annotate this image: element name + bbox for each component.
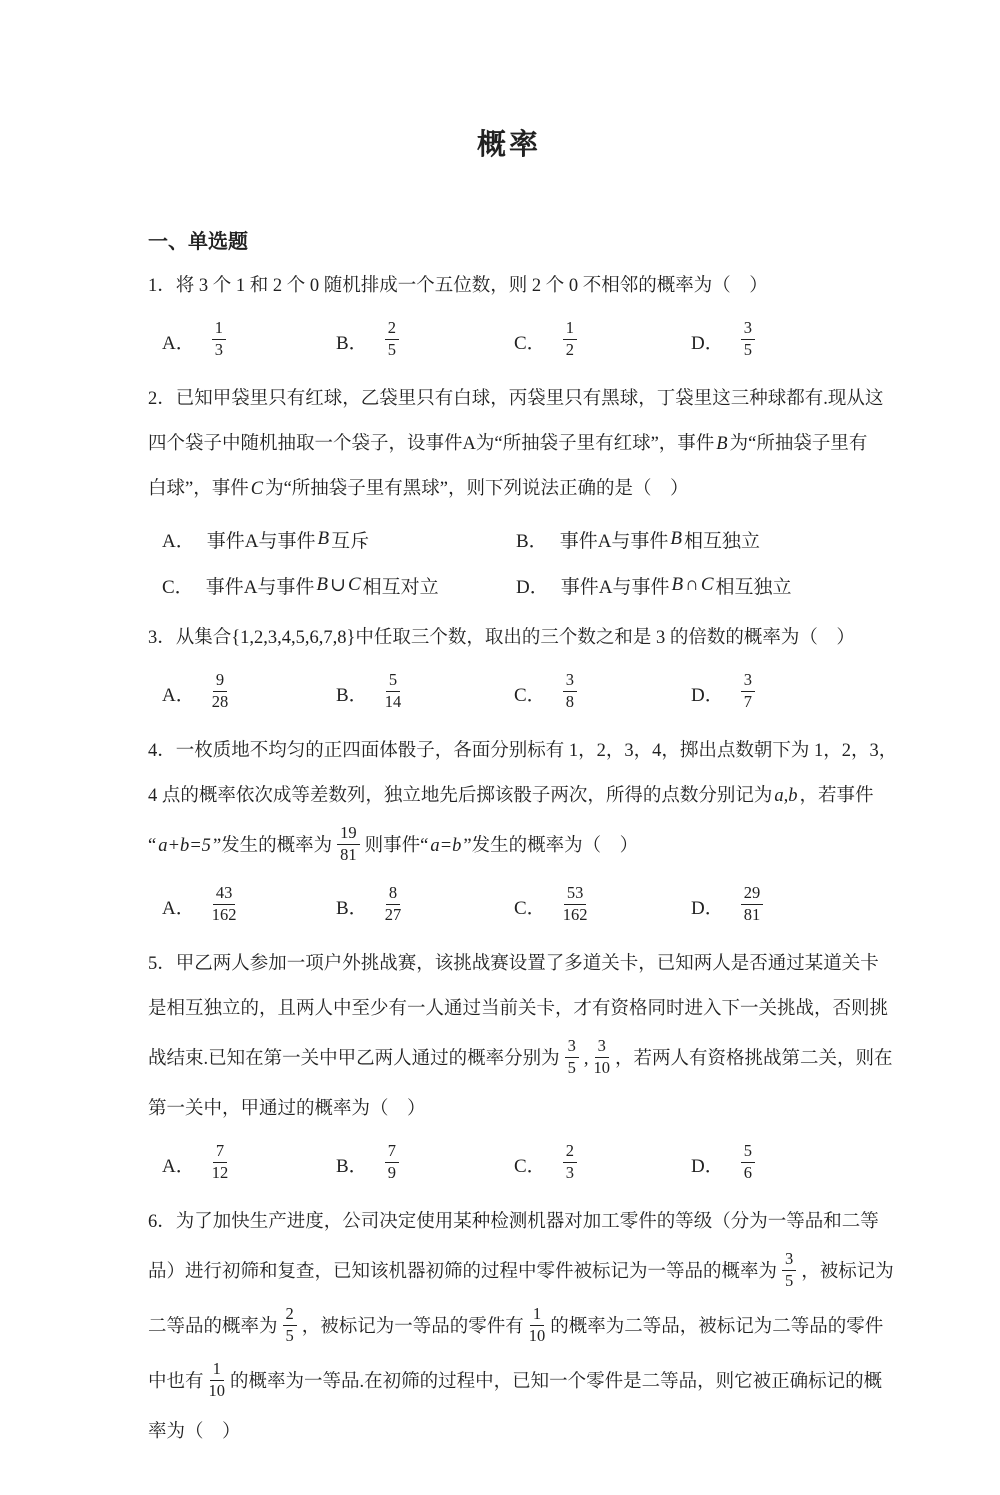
question-line xyxy=(148,774,874,819)
fraction xyxy=(337,824,360,865)
fraction xyxy=(385,671,402,712)
fraction-numerator: 3 xyxy=(563,671,577,692)
fraction xyxy=(212,671,229,712)
text-run: 是相互独立的，且两人中至少有一人通过当前关卡，才有资格同时进入下一关挑战，否则挑 xyxy=(148,999,889,1019)
fraction-numerator: 2 xyxy=(385,319,399,340)
fraction-denominator: 9 xyxy=(387,1162,396,1182)
fraction-denominator: 5 xyxy=(387,339,396,359)
fraction xyxy=(741,319,755,360)
option xyxy=(691,667,870,719)
question-block xyxy=(148,1200,894,1455)
option xyxy=(336,880,514,932)
fraction-denominator: 5 xyxy=(567,1058,576,1078)
question-line xyxy=(148,729,898,774)
question-block xyxy=(148,729,898,932)
fraction-numerator: 2 xyxy=(283,1305,297,1326)
option xyxy=(162,524,516,554)
question-line xyxy=(148,1355,883,1410)
fraction-numerator: 9 xyxy=(213,671,227,692)
options-row xyxy=(148,667,870,719)
fraction-denominator: 6 xyxy=(743,1162,752,1182)
fraction xyxy=(209,1360,226,1401)
question-line xyxy=(148,1087,870,1132)
text-run: 1．将 3 个 1 和 2 个 0 随机排成一个五位数，则 2 个 0 不相邻的概率为（ ） xyxy=(148,276,768,296)
fraction-denominator: 3 xyxy=(214,339,223,359)
fraction xyxy=(529,1305,546,1346)
fraction-numerator: 1 xyxy=(210,1360,224,1381)
options-row xyxy=(148,1138,870,1190)
fraction-denominator: 10 xyxy=(593,1058,611,1078)
option-label: D． xyxy=(691,897,724,919)
fraction-numerator: 5 xyxy=(386,671,400,692)
math-run: B xyxy=(716,434,728,454)
fraction-numerator: 7 xyxy=(385,1142,399,1163)
fraction-numerator: 3 xyxy=(565,1037,579,1058)
option-label: D． xyxy=(691,1155,724,1177)
option xyxy=(336,667,514,719)
option-label: B． xyxy=(336,332,368,354)
fraction-numerator: 53 xyxy=(564,884,587,905)
fraction xyxy=(563,319,577,360)
math-run: a,b xyxy=(774,786,798,806)
text-run: 事件A与事件 xyxy=(205,576,315,598)
question-line xyxy=(148,1245,894,1300)
text-run: 事件A与事件 xyxy=(559,530,669,552)
option xyxy=(514,315,691,367)
option xyxy=(514,880,691,932)
math-run: B xyxy=(316,574,329,595)
fraction xyxy=(563,884,588,925)
fraction xyxy=(385,1142,399,1183)
fraction xyxy=(563,671,577,712)
options-row xyxy=(148,315,870,367)
option xyxy=(162,315,336,367)
fraction xyxy=(283,1305,297,1346)
text-run: {1,2,3,4,5,6,7,8} xyxy=(231,628,356,648)
fraction-numerator: 1 xyxy=(563,319,577,340)
option-label: D． xyxy=(691,332,724,354)
text-run: “ xyxy=(148,836,157,856)
option-label: D． xyxy=(516,576,549,598)
option xyxy=(691,880,870,932)
fraction xyxy=(782,1250,796,1291)
fraction-denominator: 8 xyxy=(565,691,574,711)
option xyxy=(162,667,336,719)
question-line xyxy=(148,987,889,1032)
question-line xyxy=(148,467,870,512)
text-run: 相互对立 xyxy=(362,576,439,598)
fraction xyxy=(212,1142,229,1183)
fraction-denominator: 10 xyxy=(208,1381,226,1401)
option-label: B． xyxy=(336,1155,368,1177)
fraction-denominator: 5 xyxy=(785,1271,794,1291)
math-run: B xyxy=(671,574,684,595)
fraction xyxy=(741,1142,755,1183)
question-line xyxy=(148,942,879,987)
fraction-denominator: 3 xyxy=(565,1162,574,1182)
option xyxy=(516,570,870,600)
question-block xyxy=(148,616,870,719)
fraction xyxy=(212,319,226,360)
fraction-numerator: 3 xyxy=(741,671,755,692)
option xyxy=(691,315,870,367)
fraction xyxy=(385,319,399,360)
option xyxy=(516,524,870,554)
option-label: A． xyxy=(162,684,195,706)
option xyxy=(691,1138,870,1190)
option xyxy=(336,315,514,367)
fraction-numerator: 43 xyxy=(213,884,236,905)
questions xyxy=(148,264,898,1455)
fraction-denominator: 14 xyxy=(384,691,402,711)
text-run: 3．从集合 xyxy=(148,628,232,648)
fraction xyxy=(563,1142,577,1183)
option xyxy=(162,570,516,600)
text-run: 互斥 xyxy=(331,530,370,552)
text-run: 二等品的概率为 xyxy=(148,1317,278,1337)
question-line xyxy=(148,1200,879,1245)
text-run: 相互独立 xyxy=(715,576,792,598)
fraction-numerator: 3 xyxy=(782,1250,796,1271)
fraction-denominator: 10 xyxy=(528,1326,546,1346)
text-run: 事件A与事件 xyxy=(560,576,670,598)
fraction-denominator: 2 xyxy=(565,339,574,359)
option-label: B． xyxy=(336,897,368,919)
text-run: 事件A与事件 xyxy=(206,530,316,552)
text-run: ，被标记为 xyxy=(801,1262,894,1282)
question-block xyxy=(148,942,893,1190)
option-label: A． xyxy=(162,530,195,552)
fraction xyxy=(594,1037,611,1078)
question-line xyxy=(148,1032,893,1087)
text-run: 2．已知甲袋里只有红球，乙袋里只有白球，丙袋里只有黑球，丁袋里这三种球都有.现从这 xyxy=(148,389,884,409)
option xyxy=(514,1138,691,1190)
text-run: 4 点的概率依次成等差数列，独立地先后掷该骰子两次，所得的点数分别记为 xyxy=(148,786,773,806)
option-label: C． xyxy=(514,1155,546,1177)
option-label: A． xyxy=(162,897,195,919)
math-run: B xyxy=(670,528,683,549)
text-run: 相互独立 xyxy=(684,530,761,552)
text-run: 5．甲乙两人参加一项户外挑战赛，该挑战赛设置了多道关卡，已知两人是否通过某道关卡 xyxy=(148,954,879,974)
text-run: 中任取三个数，取出的三个数之和是 3 的倍数的概率为（ ） xyxy=(355,628,855,648)
text-run: ，若两人有资格挑战第二关，则在 xyxy=(615,1049,893,1069)
text-run: 第一关中，甲通过的概率为（ ） xyxy=(148,1099,426,1119)
option xyxy=(162,1138,336,1190)
option-label: B． xyxy=(336,684,368,706)
option xyxy=(514,667,691,719)
math-run: B xyxy=(317,528,330,549)
text-run: 中也有 xyxy=(148,1372,204,1392)
text-run: , xyxy=(583,1049,589,1069)
fraction-numerator: 8 xyxy=(386,884,400,905)
fraction-numerator: 2 xyxy=(563,1142,577,1163)
option-label: C． xyxy=(514,897,546,919)
question-line xyxy=(148,616,870,661)
text-run: 则事件“ xyxy=(364,836,429,856)
text-run: ”发生的概率为（ ） xyxy=(463,836,639,856)
fraction-denominator: 5 xyxy=(743,339,752,359)
option-label: D． xyxy=(691,684,724,706)
math-run: C xyxy=(347,574,361,595)
text-run: 品）进行初筛和复查，已知该机器初筛的过程中零件被标记为一等品的概率为 xyxy=(148,1262,778,1282)
question-line xyxy=(148,422,870,467)
fraction-numerator: 1 xyxy=(530,1305,544,1326)
fraction-numerator: 3 xyxy=(595,1037,609,1058)
question-block xyxy=(148,377,884,600)
fraction xyxy=(741,884,764,925)
option-label: C． xyxy=(514,332,546,354)
option xyxy=(336,1138,514,1190)
fraction xyxy=(385,884,402,925)
math-run: C xyxy=(250,479,264,499)
text-run: 白球”，事件 xyxy=(148,479,249,499)
fraction-denominator: 27 xyxy=(384,904,402,924)
text-run: 四个袋子中随机抽取一个袋子，设事件A为“所抽袋子里有红球”，事件 xyxy=(148,434,715,454)
fraction-denominator: 162 xyxy=(211,904,237,924)
fraction-denominator: 12 xyxy=(211,1162,229,1182)
math-run: a=b xyxy=(430,836,462,856)
text-run: 为“所抽袋子里有黑球”，则下列说法正确的是（ ） xyxy=(265,479,689,499)
option-label: C． xyxy=(162,576,194,598)
fraction xyxy=(565,1037,579,1078)
math-run: a+b=5 xyxy=(158,836,211,856)
fraction-denominator: 7 xyxy=(743,691,752,711)
question-block xyxy=(148,264,870,367)
fraction-numerator: 7 xyxy=(213,1142,227,1163)
options-row xyxy=(148,524,870,600)
fraction-denominator: 5 xyxy=(285,1326,294,1346)
option xyxy=(162,880,336,932)
fraction-denominator: 81 xyxy=(743,904,761,924)
text-run: 率为（ ） xyxy=(148,1422,241,1442)
section-heading: 一、单选题 xyxy=(148,231,248,253)
option-label: A． xyxy=(162,1155,195,1177)
fraction-numerator: 29 xyxy=(741,884,764,905)
question-line xyxy=(148,1300,884,1355)
text-run: 的概率为一等品.在初筛的过程中，已知一个零件是二等品，则它被正确标记的概 xyxy=(230,1372,883,1392)
fraction-numerator: 3 xyxy=(741,319,755,340)
option-label: C． xyxy=(514,684,546,706)
math-run: C xyxy=(700,574,714,595)
question-line xyxy=(148,819,870,874)
text-run: 战结束.已知在第一关中甲乙两人通过的概率分别为 xyxy=(148,1049,560,1069)
fraction xyxy=(741,671,755,712)
text-run: ，被标记为一等品的零件有 xyxy=(301,1317,524,1337)
text-run: 4．一枚质地不均匀的正四面体骰子，各面分别标有 1，2，3，4，掷出点数朝下为 1，2，3， xyxy=(148,741,898,761)
text-run: ，若事件 xyxy=(799,786,874,806)
text-run: 6．为了加快生产进度，公司决定使用某种检测机器对加工零件的等级（分为一等品和二等 xyxy=(148,1212,879,1232)
fraction-denominator: 28 xyxy=(211,691,229,711)
text-run: 为“所抽袋子里有 xyxy=(729,434,868,454)
text-run: ∪ xyxy=(330,574,346,596)
question-line xyxy=(148,1410,870,1455)
fraction-numerator: 5 xyxy=(741,1142,755,1163)
question-line xyxy=(148,377,884,422)
fraction-numerator: 19 xyxy=(337,824,360,845)
text-run: ”发生的概率为 xyxy=(212,836,333,856)
fraction-denominator: 81 xyxy=(340,845,357,865)
option-label: A． xyxy=(162,332,195,354)
options-row xyxy=(148,880,870,932)
fraction-denominator: 162 xyxy=(562,904,588,924)
question-line xyxy=(148,264,870,309)
text-run: 的概率为二等品，被标记为二等品的零件 xyxy=(550,1317,884,1337)
text-run: ∩ xyxy=(685,574,699,595)
option-label: B． xyxy=(516,530,548,552)
fraction xyxy=(212,884,237,925)
page-title: 概率 xyxy=(476,129,541,161)
fraction-numerator: 1 xyxy=(212,319,226,340)
